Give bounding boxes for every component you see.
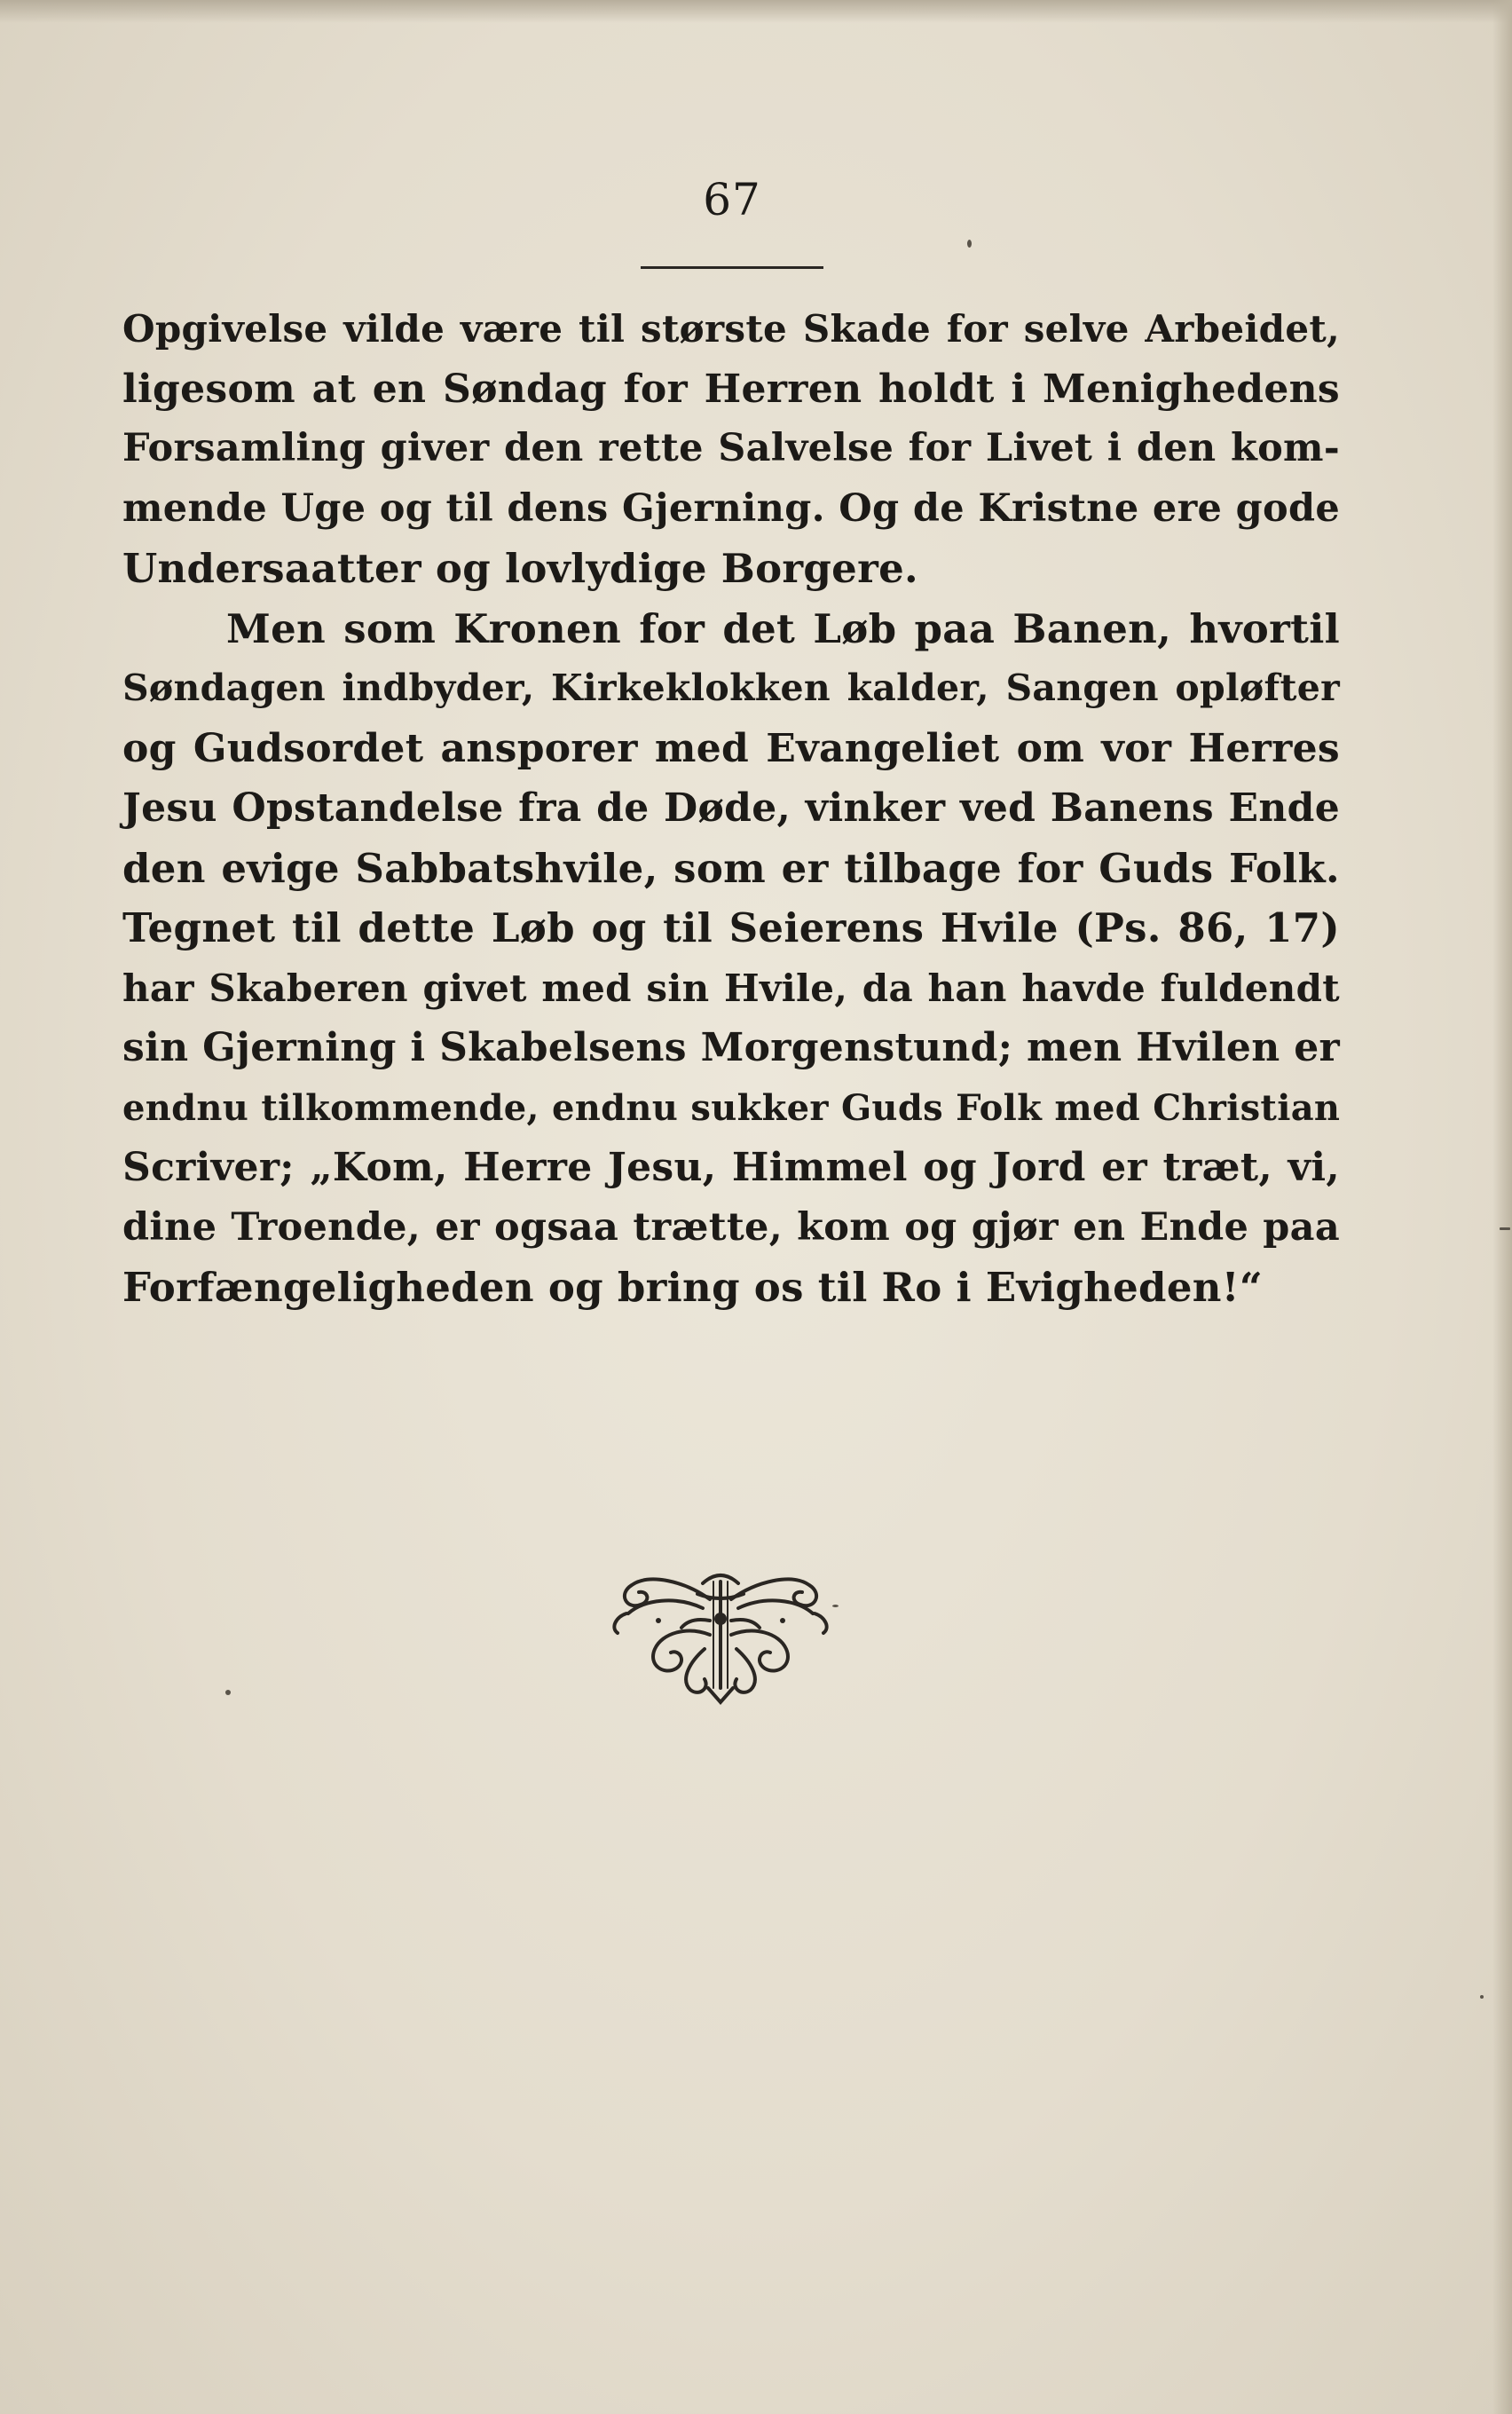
- text-line: Forfængeligheden og bring os til Ro i Evigheden!“: [122, 1264, 1264, 1311]
- page-top-edge-shadow: [0, 0, 1512, 23]
- page-right-edge-shadow: [1492, 0, 1512, 2414]
- text-line: Tegnet til dette Løb og til Seierens Hvile (Ps. 86, 17): [122, 904, 1340, 951]
- text-line: og Gudsordet ansporer med Evangeliet om vor Herres: [122, 725, 1340, 771]
- scan-speck: [1500, 1227, 1510, 1230]
- floral-vignette-icon: [605, 1564, 836, 1706]
- text-line: ligesom at en Søndag for Herren holdt i Menighedens: [122, 366, 1340, 412]
- text-line: endnu tilkommende, endnu sukker Guds Folk med Christian: [122, 1086, 1341, 1129]
- page-number: 67: [703, 174, 761, 225]
- text-line: Undersaatter og lovlydige Borgere.: [122, 545, 919, 592]
- scan-speck: [967, 240, 972, 248]
- text-line: Scriver; „Kom, Herre Jesu, Himmel og Jord er træt, vi,: [122, 1145, 1340, 1190]
- text-line: sin Gjerning i Skabelsens Morgenstund; men Hvilen er: [122, 1025, 1340, 1070]
- text-line: Opgivelse vilde være til største Skade for selve Arbeidet,: [122, 307, 1340, 351]
- text-line: Jesu Opstandelse fra de Døde, vinker ved Banens Ende: [122, 785, 1340, 831]
- body-text: [122, 299, 1340, 1318]
- text-line: Forsamling giver den rette Salvelse for Livet i den kom-: [122, 426, 1340, 470]
- text-line: Men som Kronen for det Løb paa Banen, hvortil: [226, 604, 1340, 652]
- text-line: den evige Sabbatshvile, som er tilbage for Guds Folk.: [122, 844, 1340, 892]
- scan-speck: [832, 1605, 839, 1607]
- text-line: dine Troende, er ogsaa trætte, kom og gjør en Ende paa: [122, 1204, 1340, 1250]
- scan-speck: [225, 1690, 231, 1695]
- scan-speck: [1480, 1995, 1484, 1999]
- text-line: har Skaberen givet med sin Hvile, da han havde fuldendt: [122, 966, 1340, 1010]
- header-rule: [641, 266, 823, 269]
- text-line: mende Uge og til dens Gjerning. Og de Kristne ere gode: [122, 485, 1340, 531]
- text-line: Søndagen indbyder, Kirkeklokken kalder, Sangen opløfter: [122, 667, 1340, 709]
